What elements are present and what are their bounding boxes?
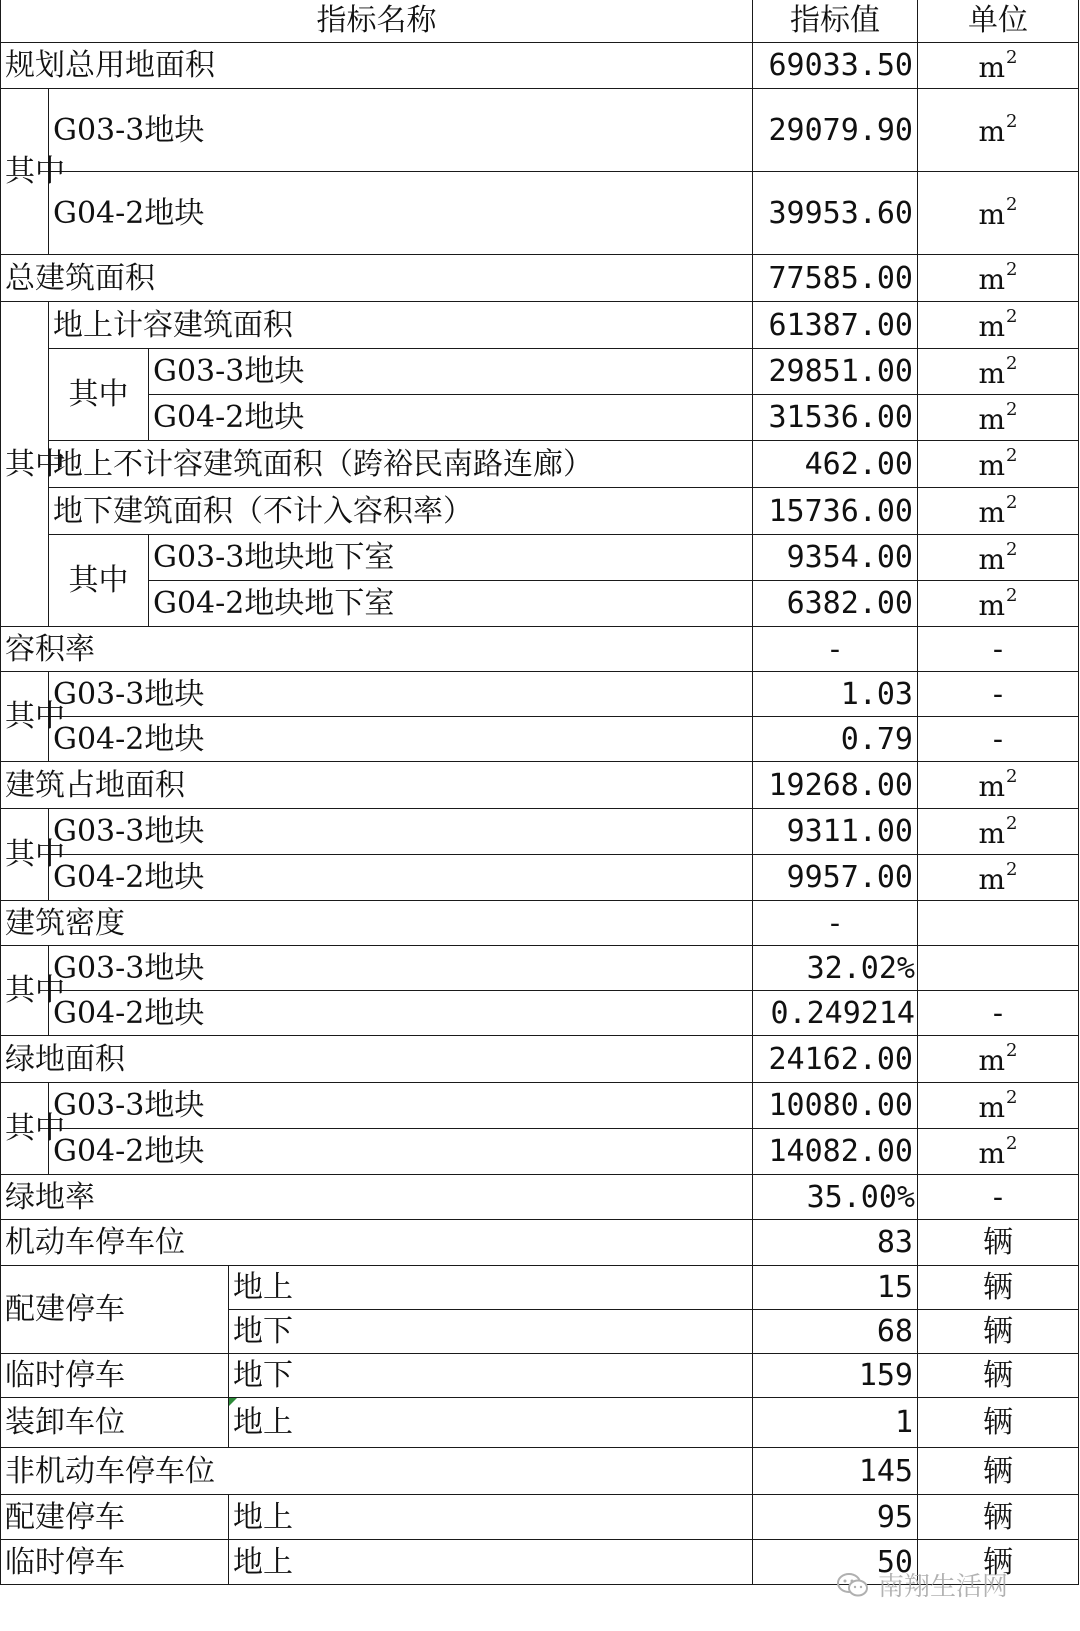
cell-corner-marker — [229, 1398, 237, 1406]
unit-m: m — [978, 1136, 1006, 1170]
unit-sup: 2 — [1006, 538, 1018, 560]
row-value: 1.03 — [753, 672, 918, 717]
table-row — [1, 672, 1079, 717]
row-value: 68 — [753, 1310, 918, 1354]
row-value: 61387.00 — [753, 302, 918, 349]
row-unit: 辆 — [918, 1220, 1079, 1266]
row-unit: 辆 — [918, 1540, 1079, 1585]
table-row — [1, 488, 1079, 535]
row-value: - — [753, 627, 918, 672]
row-label: 地上不计容建筑面积（跨裕民南路连廊） — [49, 441, 753, 488]
row-label: G04-2地块 — [49, 172, 753, 255]
row-label: 地上计容建筑面积 — [49, 302, 753, 349]
row-label: G03-3地块 — [49, 672, 753, 717]
row-value: 9311.00 — [753, 809, 918, 855]
row-value: 19268.00 — [753, 762, 918, 809]
row-unit: 辆 — [918, 1495, 1079, 1540]
table-row — [1, 441, 1079, 488]
unit-m: m — [978, 770, 1006, 803]
row-value: 9354.00 — [753, 535, 918, 581]
row-label: 绿地面积 — [1, 1036, 753, 1083]
row-label: G04-2地块 — [49, 991, 753, 1036]
qizhong-cell: 其中 — [1, 89, 49, 255]
unit-sup: 2 — [1006, 352, 1018, 374]
row-value: 32.02% — [753, 946, 918, 991]
row-unit — [918, 172, 1079, 255]
header-name: 指标名称 — [1, 0, 753, 43]
row-unit — [918, 855, 1079, 901]
row-unit — [918, 1036, 1079, 1083]
row-unit: 辆 — [918, 1310, 1079, 1354]
row-value: 29079.90 — [753, 89, 918, 172]
table-row — [1, 1398, 1079, 1448]
row-unit — [918, 43, 1079, 89]
row-label: G04-2地块 — [49, 1129, 753, 1175]
row-unit — [918, 901, 1079, 946]
row-unit — [918, 349, 1079, 395]
unit-sup: 2 — [1006, 858, 1018, 880]
row-value: 24162.00 — [753, 1036, 918, 1083]
row-value: 14082.00 — [753, 1129, 918, 1175]
table-row — [1, 1083, 1079, 1129]
row-label: 配建停车 — [1, 1266, 229, 1354]
table-row — [1, 395, 1079, 441]
row-sub-label: 地上 — [229, 1540, 753, 1585]
row-label: 建筑密度 — [1, 901, 753, 946]
row-value: 6382.00 — [753, 581, 918, 627]
row-value: 29851.00 — [753, 349, 918, 395]
unit-sup: 2 — [1006, 398, 1018, 420]
row-label: G03-3地块 — [49, 809, 753, 855]
row-unit: - — [918, 672, 1079, 717]
qizhong-cell: 其中 — [1, 672, 49, 762]
row-value: 0.79 — [753, 717, 918, 762]
unit-sup: 2 — [1006, 492, 1018, 513]
unit-m: m — [978, 1090, 1006, 1124]
row-label: G04-2地块地下室 — [149, 581, 753, 627]
table-row — [1, 1129, 1079, 1175]
unit-m: m — [978, 402, 1006, 436]
row-label: 规划总用地面积 — [1, 43, 753, 89]
table-row — [1, 809, 1079, 855]
table-row — [1, 946, 1079, 991]
row-value: 145 — [753, 1448, 918, 1495]
row-label: 地下建筑面积（不计入容积率） — [49, 488, 753, 535]
table-row — [1, 1354, 1079, 1398]
row-value: 462.00 — [753, 441, 918, 488]
unit-m: m — [978, 356, 1006, 390]
table-row — [1, 1175, 1079, 1220]
qizhong-cell: 其中 — [1, 302, 49, 627]
row-value: 31536.00 — [753, 395, 918, 441]
unit-sup: 2 — [1006, 445, 1018, 466]
unit-m: m — [978, 496, 1006, 529]
row-label: G03-3地块 — [49, 89, 753, 172]
row-value: 77585.00 — [753, 255, 918, 302]
qizhong-cell: 其中 — [49, 535, 149, 627]
table-row — [1, 43, 1079, 89]
table-row — [1, 991, 1079, 1036]
unit-m: m — [978, 310, 1006, 343]
header-value: 指标值 — [753, 0, 918, 43]
unit-m: m — [978, 115, 1006, 148]
watermark-text: 南翔生活网 — [877, 1572, 1008, 1602]
unit-m: m — [978, 816, 1006, 850]
row-unit: 辆 — [918, 1354, 1079, 1398]
row-sub-label-text: 地上 — [233, 1405, 293, 1440]
unit-m: m — [978, 263, 1006, 296]
unit-sup: 2 — [1006, 1132, 1018, 1154]
row-value: 69033.50 — [753, 43, 918, 89]
row-label: 建筑占地面积 — [1, 762, 753, 809]
row-value: 83 — [753, 1220, 918, 1266]
unit-sup: 2 — [1006, 1086, 1018, 1108]
row-value: 9957.00 — [753, 855, 918, 901]
table-row — [1, 535, 1079, 581]
unit-m: m — [978, 198, 1006, 231]
row-label: G03-3地块 — [149, 349, 753, 395]
row-unit — [918, 441, 1079, 488]
row-unit: - — [918, 1175, 1079, 1220]
unit-sup: 2 — [1006, 584, 1018, 606]
table-row — [1, 581, 1079, 627]
row-unit — [918, 255, 1079, 302]
unit-sup: 2 — [1006, 306, 1018, 327]
row-value: - — [753, 901, 918, 946]
unit-m: m — [978, 588, 1006, 622]
row-unit: 辆 — [918, 1398, 1079, 1448]
row-label: 临时停车 — [1, 1540, 229, 1585]
row-sub-label — [229, 1398, 753, 1448]
row-label: 临时停车 — [1, 1354, 229, 1398]
qizhong-cell: 其中 — [1, 809, 49, 901]
table-row — [1, 302, 1079, 349]
row-unit — [918, 946, 1079, 991]
table-row — [1, 1448, 1079, 1495]
unit-m: m — [978, 50, 1006, 84]
row-value: 10080.00 — [753, 1083, 918, 1129]
row-value: 15736.00 — [753, 488, 918, 535]
unit-m: m — [978, 542, 1006, 576]
unit-sup: 2 — [1006, 111, 1018, 132]
row-sub-label: 地下 — [229, 1354, 753, 1398]
qizhong-cell: 其中 — [1, 1083, 49, 1175]
row-value: 15 — [753, 1266, 918, 1310]
row-sub-label: 地上 — [229, 1266, 753, 1310]
row-label: G04-2地块 — [49, 855, 753, 901]
row-value: 95 — [753, 1495, 918, 1540]
unit-sup: 2 — [1006, 1040, 1018, 1061]
row-label: G03-3地块 — [49, 946, 753, 991]
row-unit: 辆 — [918, 1266, 1079, 1310]
row-unit: - — [918, 627, 1079, 672]
unit-m: m — [978, 449, 1006, 482]
row-label: G04-2地块 — [149, 395, 753, 441]
row-sub-label: 地上 — [229, 1495, 753, 1540]
table-row — [1, 1220, 1079, 1266]
table-row — [1, 855, 1079, 901]
row-label: 非机动车停车位 — [1, 1448, 753, 1495]
table-row — [1, 762, 1079, 809]
table-row — [1, 1266, 1079, 1310]
row-label: 配建停车 — [1, 1495, 229, 1540]
unit-m: m — [978, 862, 1006, 896]
table-row — [1, 901, 1079, 946]
wechat-icon — [836, 1572, 870, 1598]
row-unit — [918, 1129, 1079, 1175]
unit-sup: 2 — [1006, 46, 1018, 68]
row-unit — [918, 535, 1079, 581]
qizhong-cell: 其中 — [1, 946, 49, 1036]
row-label: 容积率 — [1, 627, 753, 672]
row-label: G04-2地块 — [49, 717, 753, 762]
table-row — [1, 349, 1079, 395]
row-unit — [918, 762, 1079, 809]
row-sub-label: 地下 — [229, 1310, 753, 1354]
row-unit: - — [918, 991, 1079, 1036]
watermark — [836, 1566, 1008, 1603]
row-unit — [918, 395, 1079, 441]
row-value: 159 — [753, 1354, 918, 1398]
row-unit — [918, 302, 1079, 349]
table-row — [1, 1036, 1079, 1083]
unit-sup: 2 — [1006, 194, 1018, 215]
unit-m: m — [978, 1044, 1006, 1077]
row-label: 总建筑面积 — [1, 255, 753, 302]
row-label: 机动车停车位 — [1, 1220, 753, 1266]
row-unit — [918, 1083, 1079, 1129]
table-row — [1, 1495, 1079, 1540]
row-value: 50 — [753, 1540, 918, 1585]
table-header-row — [1, 0, 1079, 43]
row-value: 1 — [753, 1398, 918, 1448]
qizhong-cell: 其中 — [49, 349, 149, 441]
unit-sup: 2 — [1006, 259, 1018, 280]
row-value: 39953.60 — [753, 172, 918, 255]
table-row — [1, 172, 1079, 255]
row-unit — [918, 488, 1079, 535]
table-row — [1, 89, 1079, 172]
row-label: 装卸车位 — [1, 1398, 229, 1448]
unit-sup: 2 — [1006, 812, 1018, 834]
row-value: 35.00% — [753, 1175, 918, 1220]
table-row — [1, 717, 1079, 762]
row-unit — [918, 89, 1079, 172]
row-unit: 辆 — [918, 1448, 1079, 1495]
row-label: G03-3地块地下室 — [149, 535, 753, 581]
row-label: G03-3地块 — [49, 1083, 753, 1129]
table-row — [1, 255, 1079, 302]
row-value: 0.249214 — [753, 991, 918, 1036]
row-unit — [918, 809, 1079, 855]
table-row — [1, 627, 1079, 672]
header-unit: 单位 — [918, 0, 1079, 43]
row-unit: - — [918, 717, 1079, 762]
row-unit — [918, 581, 1079, 627]
row-label: 绿地率 — [1, 1175, 753, 1220]
unit-sup: 2 — [1006, 766, 1018, 787]
